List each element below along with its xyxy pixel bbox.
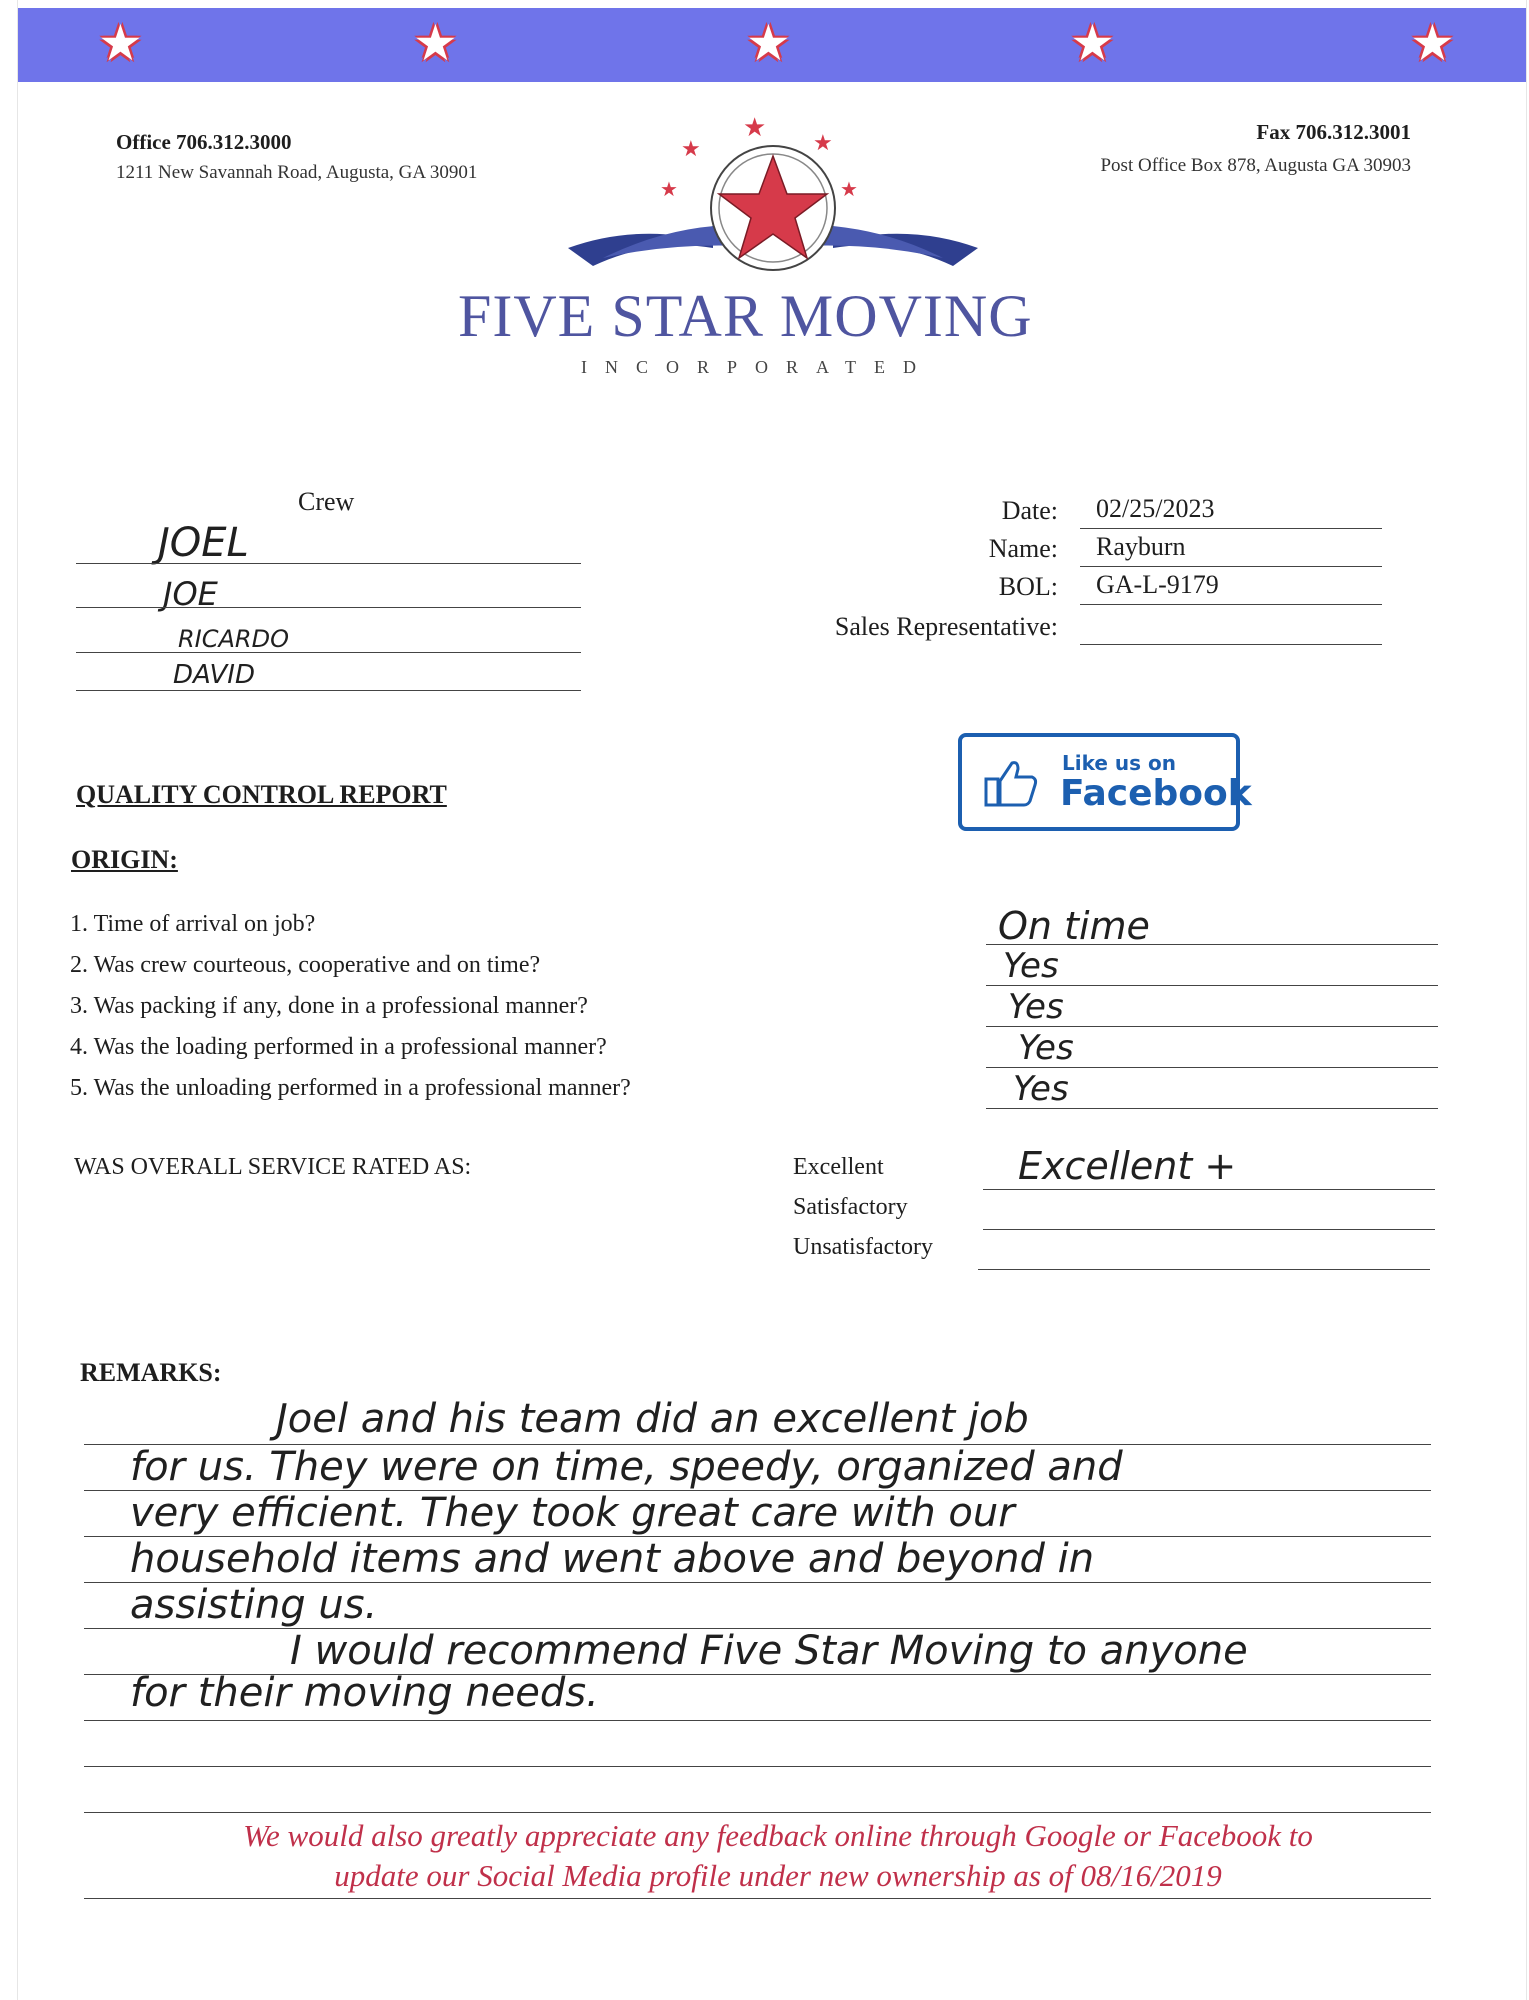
answer-value: On time [998, 904, 1150, 948]
question-item: 3. Was packing if any, done in a professional manner? [70, 993, 588, 1019]
overall-service-label: WAS OVERALL SERVICE RATED AS: [74, 1154, 472, 1180]
office-phone: Office 706.312.3000 [116, 130, 292, 154]
remarks-line-text: for their moving needs. [130, 1670, 599, 1716]
rating-line [983, 1189, 1435, 1190]
date-line [1080, 528, 1382, 529]
bol-label: BOL: [998, 572, 1058, 601]
name-line [1080, 566, 1382, 567]
crew-member: DAVID [173, 660, 255, 690]
sales-rep-line [1080, 644, 1382, 645]
answer-value: Yes [1008, 987, 1064, 1027]
remarks-line-text: Joel and his team did an excellent job [276, 1396, 1029, 1442]
svg-text:★: ★ [743, 113, 767, 142]
crew-line [76, 563, 581, 564]
five-star-logo-icon [563, 108, 983, 288]
remarks-line-text: assisting us. [130, 1582, 378, 1628]
crew-line [76, 652, 581, 653]
star-icon: ★ [413, 15, 458, 71]
date-label: Date: [1001, 496, 1058, 525]
facebook-like-badge[interactable] [958, 733, 1252, 831]
svg-text:★: ★ [840, 179, 858, 201]
answer-line [986, 985, 1438, 986]
answer-line [986, 944, 1438, 945]
question-item: 2. Was crew courteous, cooperative and on time? [70, 952, 541, 978]
crew-line [76, 690, 581, 691]
remarks-rule [84, 1720, 1431, 1721]
name-value: Rayburn [1096, 532, 1186, 561]
svg-text:★: ★ [681, 136, 701, 161]
question-item: 1. Time of arrival on job? [70, 911, 316, 937]
remarks-line-text: very efficient. They took great care with our [130, 1490, 1015, 1536]
company-name: FIVE STAR MOVING [458, 283, 1033, 349]
rating-option-unsatisfactory: Unsatisfactory [793, 1234, 933, 1260]
footer-note-line1: We would also greatly appreciate any feedback online through Google or Facebook to [243, 1818, 1313, 1853]
rating-option-satisfactory: Satisfactory [793, 1194, 908, 1220]
answer-line [986, 1067, 1438, 1068]
remarks-label: REMARKS: [80, 1358, 222, 1387]
crew-member: JOEL [158, 520, 249, 566]
crew-member: RICARDO [178, 625, 289, 653]
rating-line [978, 1269, 1430, 1270]
po-box: Post Office Box 878, Augusta GA 30903 [1100, 155, 1411, 176]
rating-line [983, 1229, 1435, 1230]
sales-rep-label: Sales Representative: [834, 612, 1058, 641]
date-value: 02/25/2023 [1096, 494, 1215, 523]
origin-label: ORIGIN: [71, 845, 178, 874]
facebook-brand-text: Facebook [1060, 773, 1252, 814]
facebook-like-text: Like us on [1062, 751, 1176, 775]
rating-option-excellent: Excellent [793, 1154, 884, 1180]
answer-value: Yes [1003, 946, 1059, 986]
thumbs-up-icon [984, 759, 1038, 807]
fax-number: Fax 706.312.3001 [1256, 120, 1411, 144]
footer-rule [84, 1898, 1431, 1899]
remarks-line-text: household items and went above and beyond in [130, 1536, 1095, 1582]
answer-value: Yes [1013, 1069, 1069, 1109]
star-icon: ★ [746, 15, 791, 71]
star-icon: ★ [1410, 15, 1455, 71]
answer-value: Yes [1018, 1028, 1074, 1068]
crew-label: Crew [298, 487, 355, 516]
company-subtitle: INCORPORATED [581, 357, 935, 377]
svg-text:★: ★ [660, 179, 678, 201]
remarks-rule [84, 1812, 1431, 1813]
remarks-line-text: I would recommend Five Star Moving to anyone [290, 1628, 1248, 1674]
report-title: QUALITY CONTROL REPORT [76, 780, 447, 809]
form-page [18, 0, 1526, 2000]
bol-value: GA-L-9179 [1096, 570, 1219, 599]
crew-line [76, 607, 581, 608]
bol-line [1080, 604, 1382, 605]
footer-note-line2: update our Social Media profile under new ownership as of 08/16/2019 [334, 1858, 1222, 1893]
remarks-line-text: for us. They were on time, speedy, organized and [130, 1444, 1123, 1490]
answer-line [986, 1108, 1438, 1109]
rating-answer: Excellent + [1018, 1144, 1237, 1188]
star-icon: ★ [98, 15, 143, 71]
star-icon: ★ [1070, 15, 1115, 71]
name-label: Name: [988, 534, 1058, 563]
question-item: 4. Was the loading performed in a professional manner? [70, 1034, 607, 1060]
star-banner [18, 8, 1526, 82]
office-address: 1211 New Savannah Road, Augusta, GA 30901 [116, 162, 478, 183]
question-item: 5. Was the unloading performed in a professional manner? [70, 1075, 631, 1101]
remarks-rule [84, 1766, 1431, 1767]
svg-text:★: ★ [813, 130, 833, 155]
answer-line [986, 1026, 1438, 1027]
crew-member: JOE [163, 575, 218, 613]
